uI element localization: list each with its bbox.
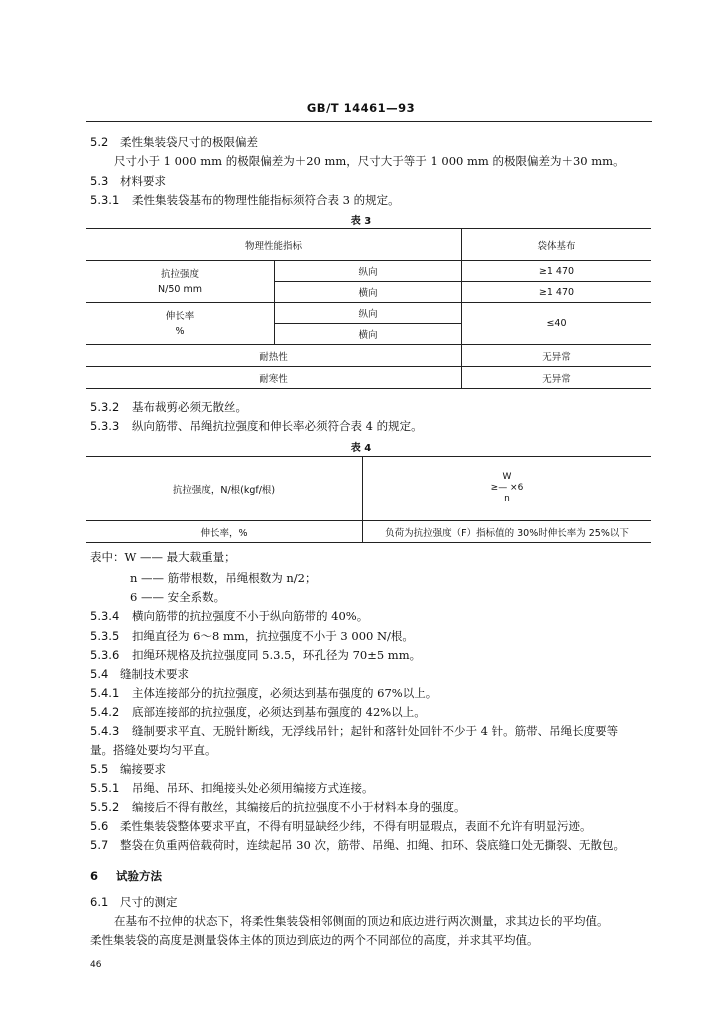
table-4: [86, 456, 651, 543]
table3-elong-value: ≤40: [462, 303, 652, 345]
clause-5-2: 5.2 柔性集装袋尺寸的极限偏差: [90, 135, 258, 149]
page-number: 46: [90, 960, 102, 970]
clause-6-1-text-2: 柔性集装袋的高度是测量袋体主体的顶边到底边的两个不同部位的高度，并求其平均值。: [90, 933, 539, 947]
table3-cold-value: 无异常: [462, 367, 652, 389]
clause-5-5: 5.5 编接要求: [90, 762, 166, 776]
table3-cold-label: 耐寒性: [86, 367, 462, 389]
table-note-2: n —— 筋带根数，吊绳根数为 n/2；: [130, 571, 317, 585]
clause-6-1: 6.1 尺寸的测定: [90, 895, 178, 909]
clause-5-3-3: 5.3.3 纵向筋带、吊绳抗拉强度和伸长率必须符合表 4 的规定。: [90, 419, 423, 433]
clause-5-4-3-cont: 量。搭缝处要均匀平直。: [90, 743, 217, 757]
table3-tensile-label: 抗拉强度 N/50 mm: [86, 261, 275, 303]
table-note-1: 表中：W —— 最大载重量；: [90, 550, 236, 564]
clause-5-5-2: 5.5.2 编接后不得有散丝，其编接后的抗拉强度不小于材料本身的强度。: [90, 800, 466, 814]
clause-5-4-3: 5.4.3 缝制要求平直、无脱针断线，无浮线吊针；起针和落针处回针不少于 4 针。筋带、吊绳长度要等: [90, 724, 619, 738]
section-6-heading: 6 试验方法: [90, 869, 162, 883]
clause-5-5-1: 5.5.1 吊绳、吊环、扣绳接头处必须用编接方式连接。: [90, 781, 374, 795]
clause-5-3-4: 5.3.4 横向筋带的抗拉强度不小于纵向筋带的 40%。: [90, 609, 369, 623]
table4-formula: W ≥— ×6 n: [363, 457, 652, 521]
table4-elong-value: 负荷为抗拉强度（F）指标值的 30%时伸长率为 25%以下: [363, 521, 652, 543]
table4-caption: 表 4: [350, 443, 372, 454]
table3-header-property: 物理性能指标: [86, 229, 462, 261]
clause-5-3-5: 5.3.5 扣绳直径为 6～8 mm，抗拉强度不小于 3 000 N/根。: [90, 629, 414, 643]
clause-5-4-1: 5.4.1 主体连接部分的抗拉强度，必须达到基布强度的 67%以上。: [90, 686, 438, 700]
clause-5-3: 5.3 材料要求: [90, 174, 166, 188]
table3-elong-label: 伸长率 %: [86, 303, 275, 345]
clause-5-6: 5.6 柔性集装袋整体要求平直，不得有明显缺经少纬，不得有明显瑕点，表面不允许有明显污迹。: [90, 819, 592, 833]
clause-5-3-6: 5.3.6 扣绳环规格及抗拉强度同 5.3.5，环孔径为 70±5 mm。: [90, 648, 422, 662]
page-header: GB/T 14461—93: [306, 101, 416, 115]
table3-heat-label: 耐热性: [86, 345, 462, 367]
clause-5-2-text: 尺寸小于 1 000 mm 的极限偏差为＋20 mm，尺寸大于等于 1 000 mm 的极限偏差为＋30 mm。: [114, 154, 625, 168]
table3-tensile-weft-value: ≥1 470: [462, 282, 652, 303]
table3-elong-weft: 横向: [275, 324, 462, 345]
clause-5-7: 5.7 整袋在负重两倍载荷时，连续起吊 30 次，筋带、吊绳、扣绳、扣环、袋底缝口处无撕裂、无散包。: [90, 838, 625, 852]
table4-tensile-label: 抗拉强度，N/根(kgf/根): [86, 457, 363, 521]
clause-5-4: 5.4 缝制技术要求: [90, 667, 189, 681]
clause-5-3-1: 5.3.1 柔性集装袋基布的物理性能指标须符合表 3 的规定。: [90, 193, 400, 207]
table4-elong-label: 伸长率，%: [86, 521, 363, 543]
table3-caption: 表 3: [350, 216, 372, 227]
clause-5-4-2: 5.4.2 底部连接部的抗拉强度，必须达到基布强度的 42%以上。: [90, 705, 426, 719]
table3-heat-value: 无异常: [462, 345, 652, 367]
table-3: [86, 228, 651, 389]
clause-5-3-2: 5.3.2 基布裁剪必须无散丝。: [90, 400, 247, 414]
table3-tensile-warp-value: ≥1 470: [462, 261, 652, 282]
header-rule: [86, 121, 652, 122]
table3-elong-warp: 纵向: [275, 303, 462, 324]
table3-weft: 横向: [275, 282, 462, 303]
clause-6-1-text-1: 在基布不拉伸的状态下，将柔性集装袋相邻侧面的顶边和底边进行两次测量，求其边长的平均值。: [114, 914, 609, 928]
table3-header-fabric: 袋体基布: [462, 229, 652, 261]
table-note-3: 6 —— 安全系数。: [130, 590, 226, 604]
table3-warp: 纵向: [275, 261, 462, 282]
